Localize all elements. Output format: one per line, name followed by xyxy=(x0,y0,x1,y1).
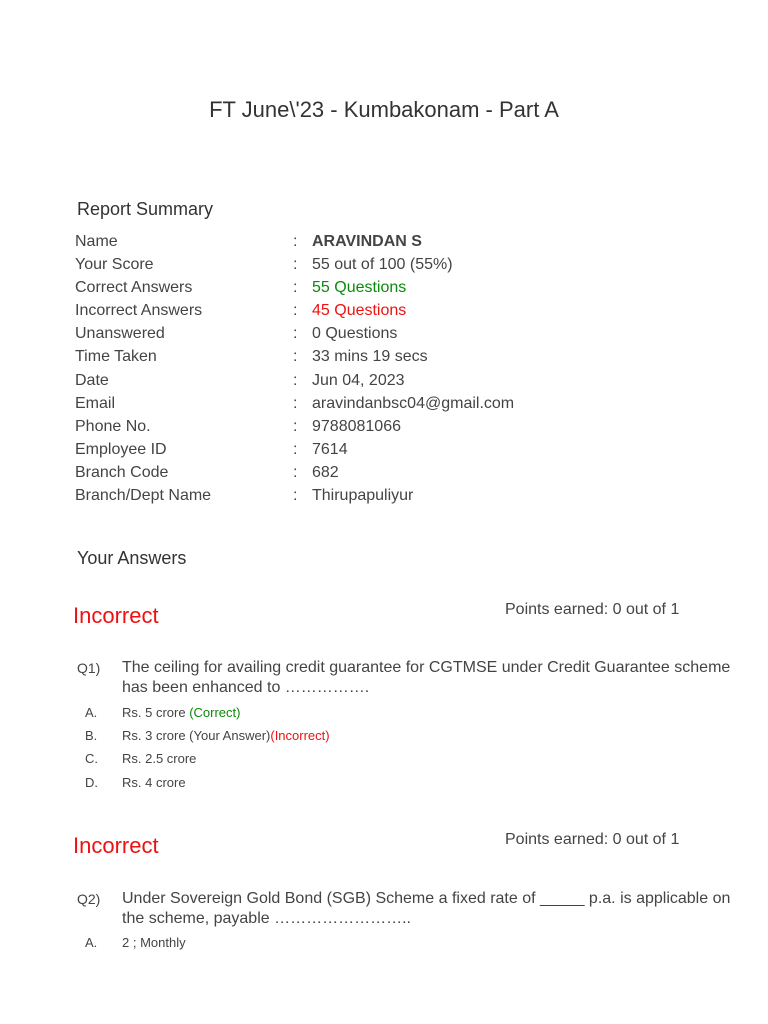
summary-row-incorrect xyxy=(75,300,695,323)
q2-question-text: Under Sovereign Gold Bond (SGB) Scheme a fixed rate of _____ p.a. is applicable on the scheme, payable …………………….. xyxy=(122,890,731,927)
summary-separator: : xyxy=(293,463,298,481)
summary-separator: : xyxy=(293,348,298,366)
summary-separator: : xyxy=(293,233,298,250)
report-summary-table xyxy=(75,231,695,508)
summary-label: Phone No. xyxy=(75,417,151,435)
option-text-wrap xyxy=(122,705,240,720)
summary-value-branch-name: Thirupapuliyur xyxy=(312,487,414,505)
page-title: FT June\'23 - Kumbakonam - Part A xyxy=(209,97,559,122)
summary-value-branch-code: 682 xyxy=(312,463,339,481)
summary-label: Your Score xyxy=(75,256,154,274)
summary-row-phone xyxy=(75,416,695,439)
summary-row-correct xyxy=(75,277,695,300)
summary-label: Email xyxy=(75,394,116,412)
option-letter: C. xyxy=(85,751,98,766)
summary-separator: : xyxy=(293,487,298,505)
summary-label: Correct Answers xyxy=(75,279,193,297)
summary-label: Date xyxy=(75,371,109,389)
summary-separator: : xyxy=(293,440,298,458)
summary-value-score: 55 out of 100 (55%) xyxy=(312,256,453,274)
q2-points-earned: Points earned: 0 out of 1 xyxy=(505,831,680,848)
q1-status-badge: Incorrect xyxy=(73,603,159,628)
summary-value-phone: 9788081066 xyxy=(312,417,401,435)
summary-label: Time Taken xyxy=(75,348,157,366)
summary-separator: : xyxy=(293,371,298,389)
summary-separator: : xyxy=(293,256,298,274)
summary-row-branch-code xyxy=(75,462,695,485)
summary-row-name xyxy=(75,231,695,254)
summary-row-branch-name xyxy=(75,485,695,508)
q1-number: Q1) xyxy=(77,660,101,676)
summary-label: Branch/Dept Name xyxy=(75,487,212,505)
summary-separator: : xyxy=(293,302,298,320)
correct-tag: (Correct) xyxy=(189,705,241,720)
summary-row-unanswered xyxy=(75,323,695,346)
summary-value-date: Jun 04, 2023 xyxy=(312,371,405,389)
summary-row-score xyxy=(75,254,695,277)
q1-question-text: The ceiling for availing credit guarantee for CGTMSE under Credit Guarantee scheme has been enhanced to ……………. xyxy=(122,659,731,696)
incorrect-tag: (Incorrect) xyxy=(270,728,330,743)
option-text-wrap xyxy=(122,728,330,743)
option-letter: B. xyxy=(85,728,98,743)
summary-value-incorrect: 45 Questions xyxy=(312,302,407,320)
summary-value-name: ARAVINDAN S xyxy=(312,233,422,250)
your-answers-heading: Your Answers xyxy=(77,548,187,568)
summary-value-email: aravindanbsc04@gmail.com xyxy=(312,394,515,412)
summary-row-date xyxy=(75,370,695,393)
summary-separator: : xyxy=(293,394,298,412)
option-text: 2 ; Monthly xyxy=(122,935,186,950)
summary-value-time: 33 mins 19 secs xyxy=(312,348,428,366)
summary-separator: : xyxy=(293,325,298,343)
option-text: Rs. 5 crore xyxy=(122,705,190,720)
summary-separator: : xyxy=(293,279,298,297)
summary-label: Unanswered xyxy=(75,325,165,343)
summary-value-employee-id: 7614 xyxy=(312,440,348,458)
option-text: Rs. 2.5 crore xyxy=(122,751,197,766)
summary-row-employee-id xyxy=(75,439,695,462)
summary-label: Name xyxy=(75,233,118,250)
q2-status-badge: Incorrect xyxy=(73,833,159,858)
summary-label: Incorrect Answers xyxy=(75,302,203,320)
summary-separator: : xyxy=(293,417,298,435)
q2-number: Q2) xyxy=(77,891,101,907)
report-summary-heading: Report Summary xyxy=(77,199,214,219)
summary-label: Branch Code xyxy=(75,463,169,481)
q1-points-earned: Points earned: 0 out of 1 xyxy=(505,601,680,618)
option-letter: D. xyxy=(85,775,98,790)
summary-row-email xyxy=(75,393,695,416)
summary-row-time xyxy=(75,346,695,369)
option-text: Rs. 3 crore (Your Answer) xyxy=(122,728,271,743)
option-letter: A. xyxy=(85,705,98,720)
option-letter: A. xyxy=(85,935,98,950)
summary-label: Employee ID xyxy=(75,440,167,458)
summary-value-unanswered: 0 Questions xyxy=(312,325,398,343)
option-text: Rs. 4 crore xyxy=(122,775,186,790)
summary-value-correct: 55 Questions xyxy=(312,279,407,297)
